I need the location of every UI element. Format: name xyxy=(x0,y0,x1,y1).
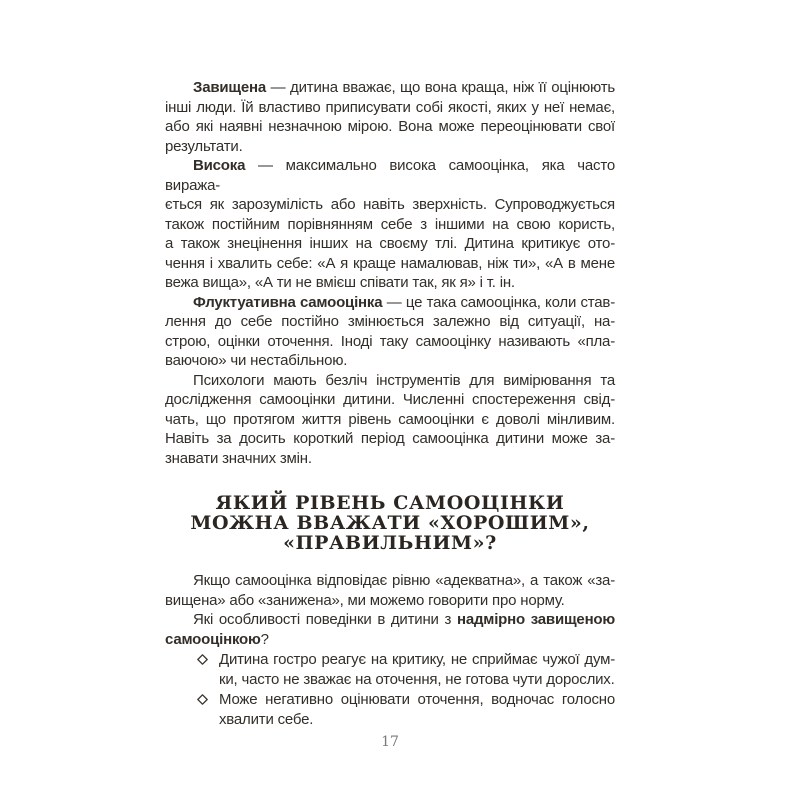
para-norm xyxy=(165,571,615,610)
text-line: лення до себе постійно змінюється залежно від ситуації, на- xyxy=(165,313,615,330)
behavior-bullet-list xyxy=(165,650,615,729)
text-line: Психологи мають безліч інструментів для вимірювання та xyxy=(193,371,615,389)
page xyxy=(165,0,615,750)
text-line: Якщо самооцінка відповідає рівню «адекватна», а також «за- xyxy=(193,572,615,589)
section-heading xyxy=(165,493,615,553)
text-line: або які наявні незначною мірою. Вона може переоцінювати свої xyxy=(165,118,615,135)
heading-line: «ПРАВИЛЬНИМ»? xyxy=(283,532,497,554)
text-line: знавати значних змін. xyxy=(165,449,312,467)
text-line: дослідження самооцінки дитини. Численні спостереження свід- xyxy=(165,391,615,408)
bullet-text xyxy=(219,690,615,729)
heading-line: МОЖНА ВВАЖАТИ «ХОРОШИМ», xyxy=(190,512,590,534)
text-line: Навіть за досить короткий період самооцінка дитини може за- xyxy=(165,430,615,447)
text-line: Флуктуативна самооцінка — це така самооцінка, коли став- xyxy=(193,293,615,311)
text-line: Може негативно оцінювати оточення, водночас голосно xyxy=(219,691,615,708)
text-line: ється як зарозумілість або навіть зверхність. Супроводжується xyxy=(165,196,615,213)
text-line: чення і хвалить себе: «А я краще намалював, ніж ти», «А в мене xyxy=(165,254,615,272)
diamond-bullet-icon xyxy=(197,694,208,705)
text-line: Висока — максимально висока самооцінка, яка часто виража- xyxy=(165,157,615,194)
bullet-text xyxy=(219,650,615,689)
para-high-selfesteem xyxy=(165,156,615,293)
bullet-item xyxy=(165,650,615,689)
text-line: Дитина гостро реагує на критику, не сприймає чужої дум- xyxy=(219,651,615,668)
text-line: а також знецінення інших на своєму тлі. Дитина критикує ото- xyxy=(165,235,615,252)
text-line: вищена» або «занижена», ми можемо говорити про норму. xyxy=(165,591,565,609)
para-overrated-selfesteem xyxy=(165,78,615,156)
text-line: інші люди. Їй властиво приписувати собі якості, яких у неї немає, xyxy=(165,98,615,116)
page-body xyxy=(165,78,615,729)
text-line: Які особливості поведінки в дитини з надмірно завищеною xyxy=(193,611,616,628)
text-line: ваючою» чи нестабільною. xyxy=(165,352,348,369)
bullet-item xyxy=(165,690,615,729)
text-line: ки, часто не зважає на оточення, не готова чути дорослих. xyxy=(219,670,615,688)
text-line: хвалити себе. xyxy=(219,710,314,728)
text-line: Завищена — дитина вважає, що вона краща, ніж її оцінюють xyxy=(193,79,615,96)
text-line: вежа вища», «А ти не вмієш співати так, як я» і т. ін. xyxy=(165,274,515,291)
text-line: самооцінкою? xyxy=(165,630,269,648)
text-line: також постійним порівнянням себе з іншими на свою користь, xyxy=(165,215,615,233)
text-line: чать, що протягом життя рівень самооцінки є доволі мінливим. xyxy=(165,410,615,428)
heading-line: ЯКИЙ РІВЕНЬ САМООЦІНКИ xyxy=(215,492,565,514)
para-psychologists xyxy=(165,371,615,469)
text-line: результати. xyxy=(165,137,243,155)
diamond-bullet-icon xyxy=(197,654,208,665)
para-question xyxy=(165,610,615,649)
page-number: 17 xyxy=(381,734,399,750)
para-fluctuating-selfesteem xyxy=(165,293,615,371)
text-line: строю, оцінки оточення. Іноді таку самооцінку називають «пла- xyxy=(165,332,615,350)
